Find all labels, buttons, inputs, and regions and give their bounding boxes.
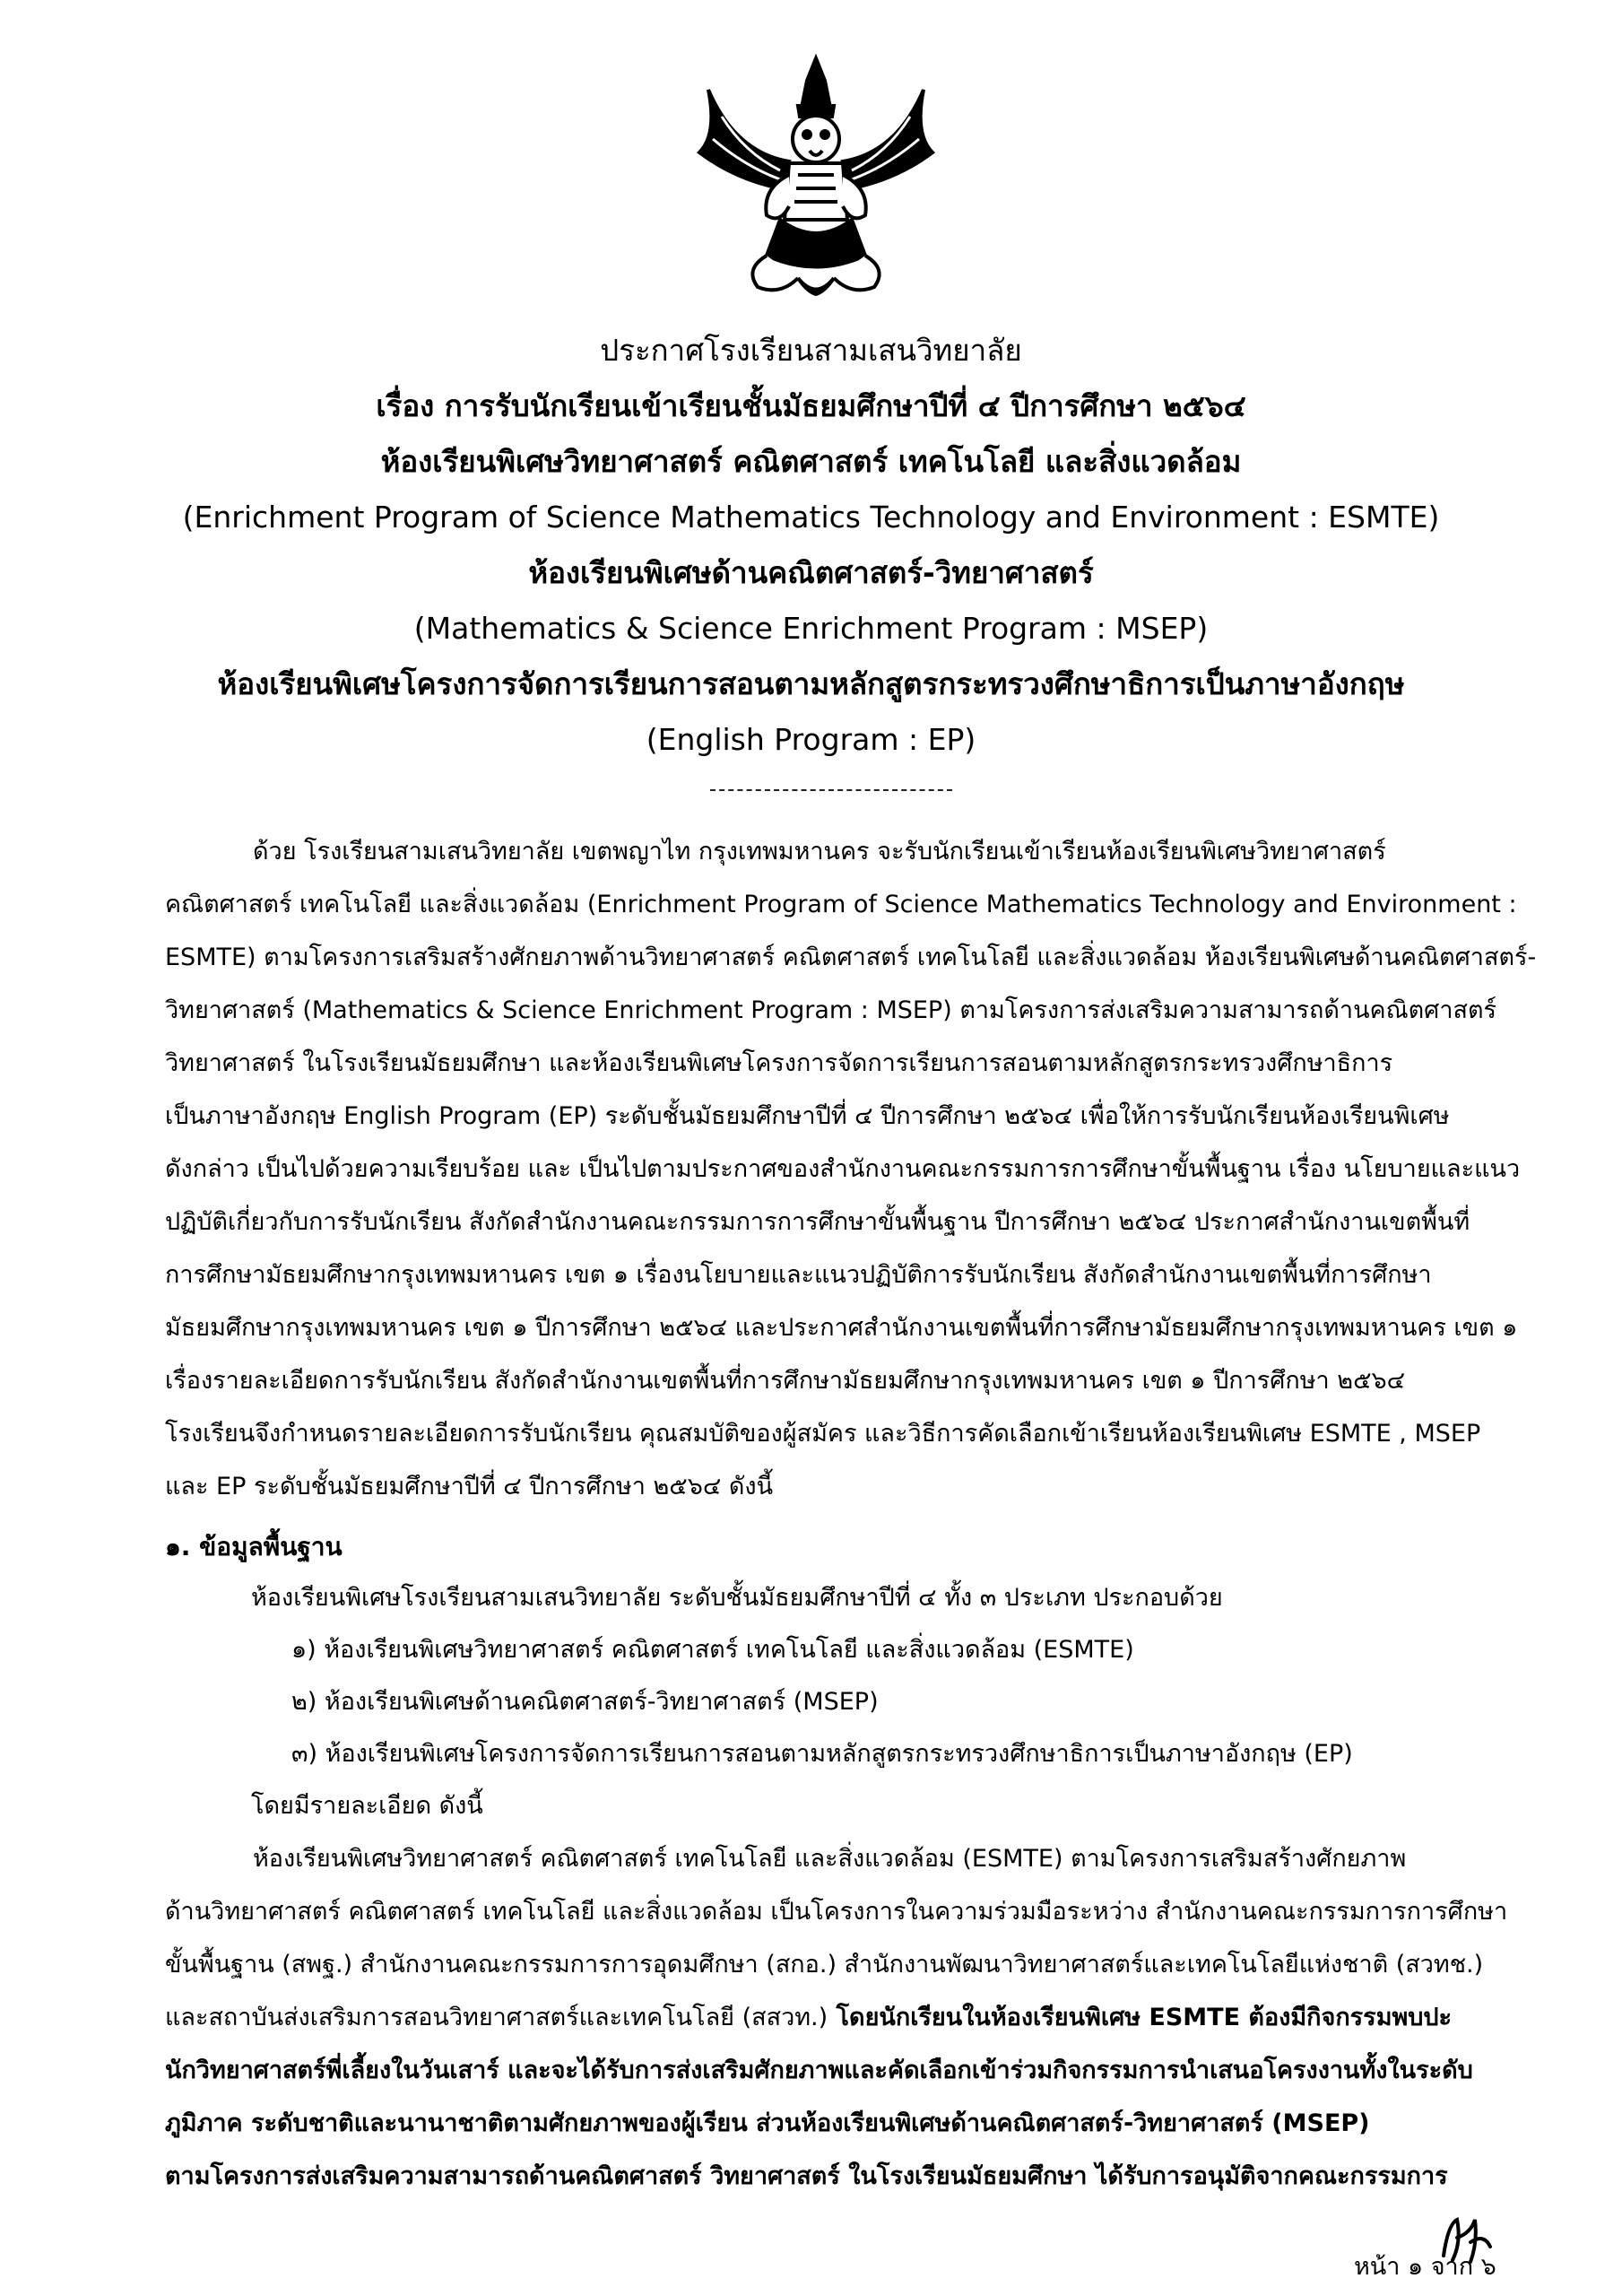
intro-line: เป็นภาษาอังกฤษ English Program (EP) ระดับชั้นมัธยมศึกษาปีที่ ๔ ปีการศึกษา ๒๕๖๔ เพื่อให้การรับนักเรียนห้องเรียนพิเศษ — [165, 1102, 1450, 1130]
intro-paragraph — [165, 825, 1537, 1513]
page-number: หน้า ๑ จาก ๖ — [1354, 2253, 1496, 2281]
intro-line: มัธยมศึกษากรุงเทพมหานคร เขต ๑ ปีการศึกษา ๒๕๖๔ และประกาศสำนักงานเขตพื้นที่การศึกษามัธยมศึกษากรุงเทพมหานคร เขต ๑ — [165, 1314, 1518, 1342]
header-program-ep-th: ห้องเรียนพิเศษโครงการจัดการเรียนการสอนตามหลักสูตรกระทรวงศึกษาธิการเป็นภาษาอังกฤษ — [217, 666, 1405, 701]
intro-line: ด้วย โรงเรียนสามเสนวิทยาลัย เขตพญาไท กรุงเทพมหานคร จะรับนักเรียนเข้าเรียนห้องเรียนพิเศษวิทยาศาสตร์ — [253, 838, 1386, 865]
detail-bold-line: นักวิทยาศาสตร์พี่เลี้ยงในวันเสาร์ และจะได้รับการส่งเสริมศักยภาพและคัดเลือกเข้าร่วมกิจกรรมการนำเสนอโครงงานทั้งในระดับ — [165, 2057, 1473, 2084]
detail-line: ห้องเรียนพิเศษวิทยาศาสตร์ คณิตศาสตร์ เทคโนโลยี และสิ่งแวดล้อม (ESMTE) ตามโครงการเสริมสร้างศักยภาพ — [253, 1845, 1407, 1873]
header-program-esmte-en: (Enrichment Program of Science Mathematics Technology and Environment : ESMTE) — [182, 500, 1440, 535]
header-issuer: ประกาศโรงเรียนสามเสนวิทยาลัย — [600, 333, 1022, 368]
intro-line: คณิตศาสตร์ เทคโนโลยี และสิ่งแวดล้อม (Enrichment Program of Science Mathematics Technology and Environment : — [165, 891, 1517, 918]
header-program-msep-th: ห้องเรียนพิเศษด้านคณิตศาสตร์-วิทยาศาสตร์ — [528, 555, 1094, 590]
section-1-title: ๑. ข้อมูลพื้นฐาน — [165, 1532, 343, 1561]
intro-line: และ EP ระดับชั้นมัธยมศึกษาปีที่ ๔ ปีการศึกษา ๒๕๖๔ ดังนี้ — [165, 1473, 774, 1500]
intro-line: โรงเรียนจึงกำหนดรายละเอียดการรับนักเรียน คุณสมบัติของผู้สมัคร และวิธีการคัดเลือกเข้าเรียนห้องเรียนพิเศษ ESMTE , MSEP — [165, 1420, 1481, 1448]
detail-bold-line: ตามโครงการส่งเสริมความสามารถด้านคณิตศาสตร์ วิทยาศาสตร์ ในโรงเรียนมัธยมศึกษา ได้รับการอนุมัติจากคณะกรรมการ — [165, 2162, 1448, 2190]
detail-line: ด้านวิทยาศาสตร์ คณิตศาสตร์ เทคโนโลยี และสิ่งแวดล้อม เป็นโครงการในความร่วมมือระหว่าง สำนักงานคณะกรรมการการศึกษา — [165, 1898, 1508, 1926]
header-subject: เรื่อง การรับนักเรียนเข้าเรียนชั้นมัธยมศึกษาปีที่ ๔ ปีการศึกษา ๒๕๖๔ — [376, 388, 1246, 423]
intro-line: เรื่องรายละเอียดการรับนักเรียน สังกัดสำนักงานเขตพื้นที่การศึกษามัธยมศึกษากรุงเทพมหานคร เขต ๑ ปีการศึกษา ๒๕๖๔ — [165, 1367, 1406, 1395]
detail-bold-text: โดยนักเรียนในห้องเรียนพิเศษ ESMTE ต้องมีกิจกรรมพบปะ — [828, 2004, 1453, 2031]
header-program-msep-en: (Mathematics & Science Enrichment Program : MSEP) — [413, 611, 1209, 646]
intro-line: ดังกล่าว เป็นไปด้วยความเรียบร้อย และ เป็นไปตามประกาศของสำนักงานคณะกรรมการการศึกษาขั้นพื้นฐาน เรื่อง นโยบายและแนว — [165, 1155, 1521, 1183]
section-1-detail-lead: โดยมีรายละเอียด ดังนี้ — [251, 1792, 483, 1820]
intro-line: วิทยาศาสตร์ ในโรงเรียนมัธยมศึกษา และห้องเรียนพิเศษโครงการจัดการเรียนการสอนตามหลักสูตรกระทรวงศึกษาธิการ — [165, 1049, 1393, 1077]
intro-line: วิทยาศาสตร์ (Mathematics & Science Enrichment Program : MSEP) ตามโครงการส่งเสริมความสามารถด้านคณิตศาสตร์ — [165, 996, 1496, 1024]
detail-line: ขั้นพื้นฐาน (สพฐ.) สำนักงานคณะกรรมการการอุดมศึกษา (สกอ.) สำนักงานพัฒนาวิทยาศาสตร์และเทคโนโลยีแห่งชาติ (สวทช.) — [165, 1951, 1484, 1979]
section-1-lead: ห้องเรียนพิเศษโรงเรียนสามเสนวิทยาลัย ระดับชั้นมัธยมศึกษาปีที่ ๔ ทั้ง ๓ ประเภท ประกอบด้วย — [251, 1584, 1223, 1612]
intro-line: การศึกษามัธยมศึกษากรุงเทพมหานคร เขต ๑ เรื่องนโยบายและแนวปฏิบัติการรับนักเรียน สังกัดสำนักงานเขตพื้นที่การศึกษา — [165, 1261, 1432, 1289]
detail-bold-line: ภูมิภาค ระดับชาติและนานาชาติตามศักยภาพของผู้เรียน ส่วนห้องเรียนพิเศษด้านคณิตศาสตร์-วิทยาศาสตร์ (MSEP) — [165, 2109, 1370, 2137]
section-1-item: ๓) ห้องเรียนพิเศษโครงการจัดการเรียนการสอนตามหลักสูตรกระทรวงศึกษาธิการเป็นภาษาอังกฤษ (EP) — [291, 1740, 1353, 1768]
intro-line: ปฏิบัติเกี่ยวกับการรับนักเรียน สังกัดสำนักงานคณะกรรมการการศึกษาขั้นพื้นฐาน ปีการศึกษา ๒๕๖๔ ประกาศสำนักงานเขตพื้นที่ — [165, 1208, 1470, 1236]
section-1-item: ๒) ห้องเรียนพิเศษด้านคณิตศาสตร์-วิทยาศาสตร์ (MSEP) — [291, 1688, 879, 1716]
detail-line: และสถาบันส่งเสริมการสอนวิทยาศาสตร์และเทคโนโลยี (สสวท.) — [165, 2004, 828, 2031]
section-1-item: ๑) ห้องเรียนพิเศษวิทยาศาสตร์ คณิตศาสตร์ เทคโนโลยี และสิ่งแวดล้อม (ESMTE) — [291, 1636, 1134, 1664]
section-1-detail-paragraph — [165, 1832, 1508, 2203]
intro-line: ESMTE) ตามโครงการเสริมสร้างศักยภาพด้านวิทยาศาสตร์ คณิตศาสตร์ เทคโนโลยี และสิ่งแวดล้อม ห้องเรียนพิเศษด้านคณิตศาสตร์- — [165, 944, 1537, 971]
header-program-ep-en: (English Program : EP) — [646, 722, 976, 757]
garuda-emblem-icon — [681, 54, 950, 305]
header-divider — [710, 789, 952, 791]
header-program-esmte-th: ห้องเรียนพิเศษวิทยาศาสตร์ คณิตศาสตร์ เทคโนโลยี และสิ่งแวดล้อม — [380, 444, 1242, 479]
announcement-header — [134, 323, 1488, 768]
